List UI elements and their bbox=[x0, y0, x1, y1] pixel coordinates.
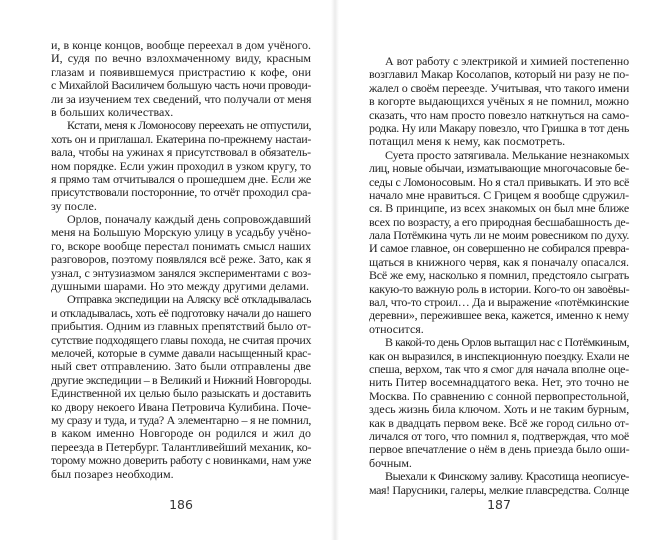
right-page-text bbox=[369, 55, 629, 497]
text-line: Кстати, меня к Ломоносову переехать не отпустили, bbox=[67, 118, 311, 133]
text-line: Москва. По сравнению с сонной первопрестольной, bbox=[369, 388, 629, 403]
text-line: го, вскоре вообще перестал понимать смысл наших bbox=[51, 238, 311, 253]
text-line: в когорте выдающихся учёных я не помнил, можно bbox=[369, 94, 629, 109]
text-line: в каком именно Новгороде он родился и жил до bbox=[51, 426, 311, 441]
text-line: сказать, что нам просто повезло наткнуться на само- bbox=[369, 107, 629, 122]
text-line: И самое главное, он совершенно не собирался превра- bbox=[369, 241, 629, 256]
text-line: ный свет отправлению. Зато были отправлены две bbox=[51, 359, 311, 374]
text-line: вала, чтобы на ужинах я присутствовал в обязатель- bbox=[51, 145, 311, 160]
text-line: А вот работу с электрикой и химией постепенно bbox=[385, 54, 629, 68]
text-line: всех по возрасту, а его природная бесшабашность де- bbox=[369, 214, 630, 229]
text-line: возглавил Макар Косолапов, который ни разу не по- bbox=[369, 67, 629, 82]
text-line: душными шарами. Но это между другими делами. bbox=[51, 279, 310, 294]
text-line: И, судя по вечно взлохмаченному виду, красным bbox=[51, 51, 311, 66]
text-line: и, в конце концов, вообще переехал в дом учёного. bbox=[51, 38, 311, 52]
text-line: меня на Большую Морскую улицу в усадьбу учёно- bbox=[51, 225, 311, 240]
text-line: в больших количествах. bbox=[51, 104, 174, 119]
text-line: ко двору некоего Ивана Петровича Кулибина. Поче- bbox=[51, 399, 311, 414]
text-line: бочным. bbox=[369, 455, 412, 470]
text-line: торому можно доверить работу с новинками, нам уже bbox=[51, 453, 312, 468]
text-line: первое впечатление о нём в день приезда было оши- bbox=[369, 442, 630, 457]
text-line: разговоров, поэтому появлялся всё реже. Зато, как я bbox=[51, 252, 312, 267]
text-line: Всё же ему, насколько я помнил, предстояло сыграть bbox=[369, 268, 629, 283]
text-line: Отправка экспедиции на Аляску всё откладывалась bbox=[67, 292, 311, 307]
left-page-text bbox=[51, 39, 311, 481]
text-line: Суета просто затягивала. Мелькание незнакомых bbox=[385, 147, 630, 162]
text-line: зу после. bbox=[51, 198, 97, 213]
text-line: присутствовали посторонние, то отчёт проходил сра- bbox=[51, 185, 311, 200]
text-line: как он выразился, в инспекционную поездку. Ехали не bbox=[369, 348, 629, 363]
text-line: му сразу и туда, и туда? А элементарно – я не помнил, bbox=[51, 412, 311, 427]
text-line: мелочей, которые в сумме давали насыщенный крас- bbox=[51, 345, 311, 360]
text-line: переезда в Петербург. Талантливейший механик, ко- bbox=[51, 439, 312, 454]
text-line: хоть он и приглашал. Екатерина по-прежнему настаи- bbox=[51, 131, 311, 146]
text-line: сутствие подходящего главы похода, не считая прочих bbox=[51, 332, 312, 347]
text-line: деревни», пережившее века, кажется, именно к нему bbox=[369, 308, 629, 323]
text-line: я прямо там отчитывался о прошедшем дне. Если же bbox=[51, 171, 311, 186]
page-number-right: 187 bbox=[487, 497, 511, 512]
text-line: ли за изучением тех сведений, что получали от меня bbox=[51, 91, 312, 106]
text-line: седы с Ломоносовым. Но я стал привыкать. И это всё bbox=[369, 174, 629, 189]
text-line: глазам и появившемуся пристрастию к кофе, они bbox=[51, 64, 311, 79]
text-line: вал, что-то строил… Да и выражение «потёмкинские bbox=[369, 295, 629, 310]
text-line: узнал, с энтузиазмом занялся экспериментами с воз- bbox=[51, 265, 311, 280]
text-line: Орлов, поначалу каждый день сопровождавший bbox=[67, 212, 311, 227]
text-line: как в двадцать первом веке. Всё же город сильно от- bbox=[369, 415, 629, 430]
text-line: нить Питер восемнадцатого века. Нет, это точно не bbox=[369, 375, 629, 390]
text-line: ном порядке. Если ужин проходил в узком кругу, то bbox=[51, 158, 311, 173]
text-line: с Михайлой Василичем большую часть ночи проводи- bbox=[51, 78, 311, 93]
text-line: щаться в книжного червя, как я поначалу опасался. bbox=[369, 254, 629, 269]
text-line: спеша, верхом, так что я смог для начала вполне оце- bbox=[369, 361, 629, 376]
text-line: был позарез необходим. bbox=[51, 466, 174, 481]
text-line: родка. Ну или Макару повезло, что Гришка в тот день bbox=[369, 120, 630, 135]
text-line: относится. bbox=[369, 321, 424, 336]
text-line: мая! Парусники, галеры, мелкие плавсредства. Солнце bbox=[369, 482, 629, 497]
text-line: Единственной их целью было разыскать и доставить bbox=[51, 386, 311, 401]
text-line: ся. В принципе, из всех знакомых он был мне ближе bbox=[369, 201, 629, 216]
text-line: и откладывалась, хоть её подготовку начали до нашего bbox=[51, 305, 311, 320]
book-gutter bbox=[331, 0, 339, 540]
text-line: прибытия. Одним из главных препятствий было от- bbox=[51, 319, 311, 334]
text-line: лиц, новые обычаи, изматывающие многочасовые бе- bbox=[369, 161, 629, 176]
text-line: личался от того, что помнил я, подтверждая, что моё bbox=[369, 428, 629, 443]
text-line: лала Потёмкина чуть ли не моим ровесником по духу. bbox=[369, 228, 629, 243]
page-number-left: 186 bbox=[169, 497, 193, 512]
text-line: жалел о своём переезде. Учитывая, что такого имени bbox=[369, 80, 629, 95]
text-line: какую-то важную роль в истории. Кого-то он завоёвы- bbox=[369, 281, 630, 296]
text-line: другие экспедиции – в Великий и Нижний Новгороды. bbox=[51, 372, 312, 387]
text-line: здесь жизнь била ключом. Хоть и не таким бурным, bbox=[369, 402, 630, 417]
text-line: начало мне нравиться. С Грицем я вообще сдружил- bbox=[369, 187, 629, 202]
text-line: В какой-то день Орлов вытащил нас с Потёмкиным, bbox=[385, 335, 629, 350]
text-line: потащил меня к нему, как посмотреть. bbox=[369, 134, 566, 149]
text-line: Выехали к Финскому заливу. Красотища неописуе- bbox=[385, 469, 629, 484]
